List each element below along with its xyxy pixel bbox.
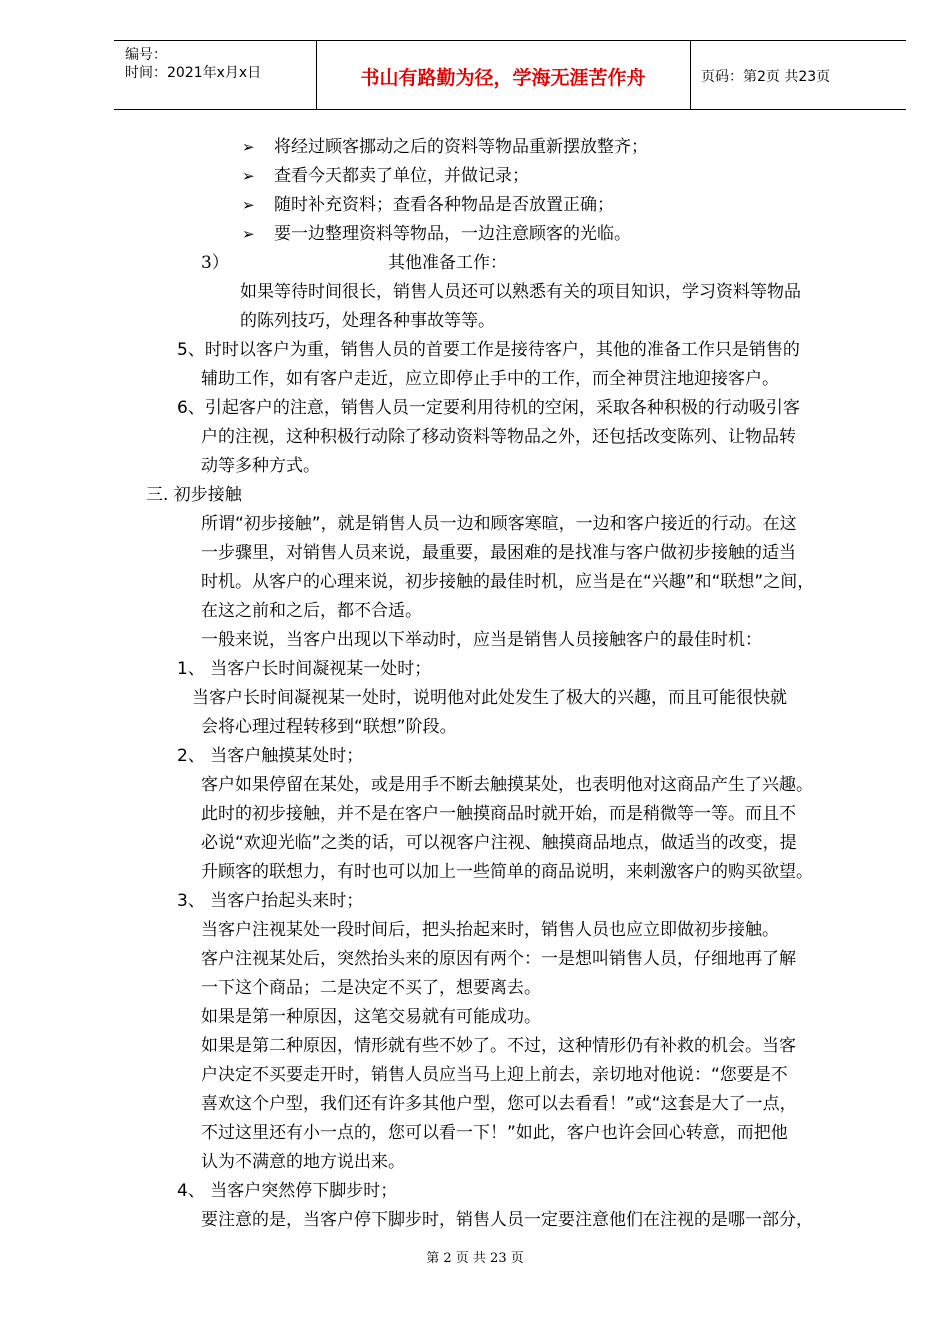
- arrow-bullet-icon: ➢: [242, 225, 255, 243]
- paragraph-line: 喜欢这个户型，我们还有许多其他户型，您可以去看看！”或“这套是大了一点，: [201, 1094, 797, 1114]
- header-number: 编号：: [125, 47, 167, 63]
- page-footer: 第 2 页 共 23 页: [426, 1251, 524, 1266]
- paragraph-line: 辅助工作，如有客户走近，应立即停止手中的工作，而全神贯注地迎接客户。: [201, 369, 779, 389]
- paragraph-line: 升顾客的联想力，有时也可以加上一些简单的商品说明，来刺激客户的购买欲望。: [201, 862, 813, 882]
- bullet-item: 将经过顾客挪动之后的资料等物品重新摆放整齐；: [274, 137, 648, 157]
- paragraph-line: 如果是第二种原因，情形就有些不妙了。不过，这种情形仍有补救的机会。当客: [201, 1036, 796, 1056]
- paragraph-line: 客户注视某处后，突然抬头来的原因有两个：一是想叫销售人员，仔细地再了解: [201, 949, 796, 969]
- list-item-heading: 1、 当客户长时间凝视某一处时；: [177, 659, 432, 679]
- numbered-paragraph-line: 5、时时以客户为重，销售人员的首要工作是接待客户，其他的准备工作只是销售的: [177, 340, 800, 360]
- paragraph-line: 要注意的是，当客户停下脚步时，销售人员一定要注意他们在注视的是哪一部分，: [201, 1210, 813, 1230]
- paragraph-line: 当客户注视某处一段时间后，把头抬起来时，销售人员也应立即做初步接触。: [201, 920, 779, 940]
- paragraph-line: 如果等待时间很长，销售人员还可以熟悉有关的项目知识，学习资料等物品: [240, 282, 801, 302]
- header-page-cell: [691, 41, 906, 109]
- paragraph-line: 客户如果停留在某处，或是用手不断去触摸某处，也表明他对这商品产生了兴趣。: [201, 775, 813, 795]
- arrow-bullet-icon: ➢: [242, 196, 255, 214]
- arrow-bullet-icon: ➢: [242, 167, 255, 185]
- paragraph-line: 如果是第一种原因，这笔交易就有可能成功。: [201, 1007, 541, 1027]
- paragraph-line: 一般来说，当客户出现以下举动时，应当是销售人员接触客户的最佳时机：: [201, 630, 762, 650]
- bullet-item: 随时补充资料；查看各种物品是否放置正确；: [274, 195, 614, 215]
- bullet-item: 查看今天都卖了单位，并做记录；: [274, 166, 529, 186]
- item-number: 3）: [201, 253, 229, 273]
- paragraph-line: 此时的初步接触，并不是在客户一触摸商品时就开始，而是稍微等一等。而且不: [201, 804, 796, 824]
- header-meta-cell: [114, 41, 317, 109]
- paragraph-line: 不过这里还有小一点的，您可以看一下！”如此，客户也许会回心转意，而把他: [201, 1123, 788, 1143]
- paragraph-line: 认为不满意的地方说出来。: [201, 1152, 405, 1172]
- page-header: [114, 40, 906, 110]
- bullet-item: 要一边整理资料等物品，一边注意顾客的光临。: [274, 224, 631, 244]
- section-heading: 三. 初步接触: [146, 485, 242, 505]
- paragraph-line: 户决定不买要走开时，销售人员应当马上迎上前去，亲切地对他说：“您要是不: [201, 1065, 788, 1085]
- paragraph-line: 当客户长时间凝视某一处时，说明他对此处发生了极大的兴趣，而且可能很快就: [192, 688, 787, 708]
- paragraph-line: 一步骤里，对销售人员来说，最重要，最困难的是找准与客户做初步接触的适当: [201, 543, 796, 563]
- paragraph-line: 会将心理过程转移到“联想”阶段。: [201, 717, 457, 737]
- numbered-paragraph-line: 6、引起客户的注意，销售人员一定要利用待机的空闲，采取各种积极的行动吸引客: [177, 398, 800, 418]
- paragraph-line: 一下这个商品；二是决定不买了，想要离去。: [201, 978, 541, 998]
- header-page-info: 页码：第2页 共23页: [701, 69, 831, 85]
- paragraph-line: 在这之前和之后，都不合适。: [201, 601, 422, 621]
- paragraph-line: 必说“欢迎光临”之类的话，可以视客户注视、触摸商品地点，做适当的改变，提: [201, 833, 797, 853]
- list-item-heading: 2、 当客户触摸某处时；: [177, 746, 364, 766]
- paragraph-line: 动等多种方式。: [201, 456, 320, 476]
- paragraph-line: 所谓“初步接触”，就是销售人员一边和顾客寒暄，一边和客户接近的行动。在这: [201, 514, 797, 534]
- arrow-bullet-icon: ➢: [242, 138, 255, 156]
- header-motto: 书山有路勤为径，学海无涯苦作舟: [360, 67, 646, 89]
- paragraph-line: 时机。从客户的心理来说，初步接触的最佳时机，应当是在“兴趣”和“联想”之间，: [201, 572, 815, 592]
- list-item-heading: 4、 当客户突然停下脚步时；: [177, 1181, 398, 1201]
- item-heading: 其他准备工作：: [388, 253, 507, 273]
- header-motto-cell: [316, 41, 691, 109]
- list-item-heading: 3、 当客户抬起头来时；: [177, 891, 364, 911]
- header-time: 时间：2021年x月x日: [125, 65, 262, 81]
- paragraph-line: 的陈列技巧，处理各种事故等等。: [240, 311, 495, 331]
- paragraph-line: 户的注视，这种积极行动除了移动资料等物品之外，还包括改变陈列、让物品转: [201, 427, 796, 447]
